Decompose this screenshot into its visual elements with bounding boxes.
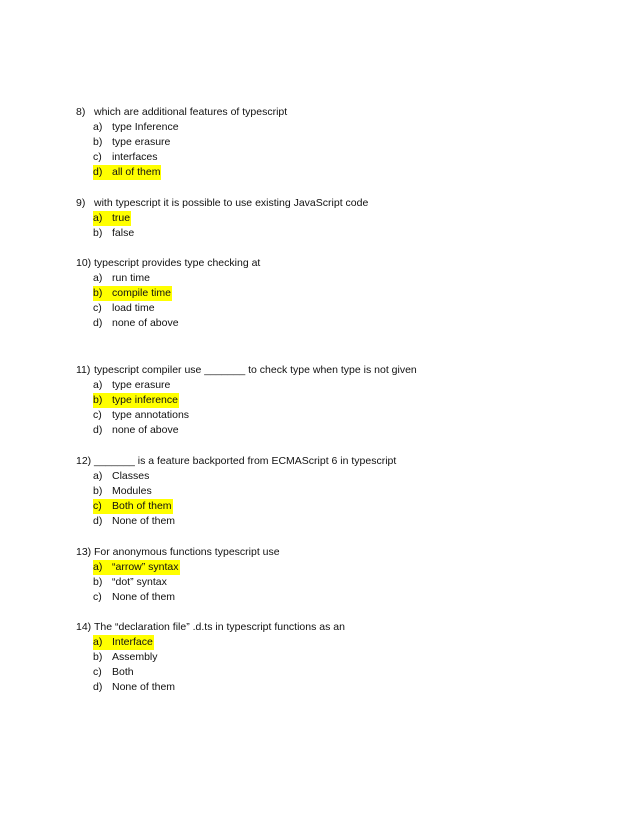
question-14 xyxy=(76,620,596,695)
option-letter: b) xyxy=(93,287,103,299)
option-text: none of above xyxy=(112,424,179,436)
answer-option-a xyxy=(76,560,596,575)
answer-option-a xyxy=(76,271,596,286)
option-text: “arrow” syntax xyxy=(112,561,179,573)
question-10 xyxy=(76,256,596,331)
option-letter: b) xyxy=(93,227,103,239)
question-line xyxy=(76,545,596,560)
question-11 xyxy=(76,363,596,438)
option-text: Interface xyxy=(112,636,153,648)
option-text: type annotations xyxy=(112,409,190,421)
option-text: run time xyxy=(112,272,150,284)
answer-option-b xyxy=(76,484,596,499)
question-line xyxy=(76,454,596,469)
question-text: The “declaration file” .d.ts in typescript functions as an xyxy=(94,621,345,633)
answer-option-c xyxy=(76,150,596,165)
question-number: 8) xyxy=(76,106,86,118)
answer-option-b xyxy=(76,650,596,665)
option-text: Both of them xyxy=(112,500,172,512)
option-text: type Inference xyxy=(112,121,179,133)
option-text: load time xyxy=(112,302,155,314)
question-12 xyxy=(76,454,596,529)
option-text: None of them xyxy=(112,515,176,527)
option-text: none of above xyxy=(112,317,179,329)
option-letter: c) xyxy=(93,500,102,512)
option-letter: c) xyxy=(93,591,102,603)
question-number: 9) xyxy=(76,197,86,209)
answer-option-a xyxy=(76,378,596,393)
option-letter: a) xyxy=(93,121,103,133)
option-letter: d) xyxy=(93,424,103,436)
answer-option-d xyxy=(76,165,596,180)
answer-option-a xyxy=(76,120,596,135)
question-line xyxy=(76,620,596,635)
option-letter: c) xyxy=(93,151,102,163)
question-line xyxy=(76,256,596,271)
option-letter: c) xyxy=(93,666,102,678)
option-text: false xyxy=(112,227,135,239)
question-number: 14) xyxy=(76,621,92,633)
option-text: compile time xyxy=(112,287,171,299)
option-letter: c) xyxy=(93,302,102,314)
option-letter: b) xyxy=(93,394,103,406)
option-text: type erasure xyxy=(112,379,171,391)
option-text: type inference xyxy=(112,394,178,406)
answer-option-b xyxy=(76,135,596,150)
option-text: None of them xyxy=(112,681,176,693)
answer-option-c xyxy=(76,665,596,680)
question-number: 10) xyxy=(76,257,92,269)
answer-option-d xyxy=(76,680,596,695)
question-line xyxy=(76,196,596,211)
question-text: typescript compiler use _______ to check type when type is not given xyxy=(94,364,417,376)
question-text: _______ is a feature backported from ECMAScript 6 in typescript xyxy=(94,455,397,467)
option-text: Classes xyxy=(112,470,150,482)
answer-option-b xyxy=(76,226,596,241)
question-number: 12) xyxy=(76,455,92,467)
option-letter: b) xyxy=(93,576,103,588)
option-text: “dot” syntax xyxy=(112,576,167,588)
option-letter: a) xyxy=(93,561,103,573)
option-text: Assembly xyxy=(112,651,158,663)
answer-option-d xyxy=(76,423,596,438)
answer-option-d xyxy=(76,514,596,529)
question-text: For anonymous functions typescript use xyxy=(94,546,280,558)
option-letter: b) xyxy=(93,485,103,497)
question-line xyxy=(76,105,596,120)
option-letter: a) xyxy=(93,272,103,284)
answer-option-a xyxy=(76,211,596,226)
question-text: which are additional features of typescript xyxy=(94,106,288,118)
option-letter: a) xyxy=(93,636,103,648)
option-text: Both xyxy=(112,666,134,678)
option-letter: d) xyxy=(93,166,103,178)
option-letter: d) xyxy=(93,515,103,527)
option-letter: b) xyxy=(93,136,103,148)
option-letter: a) xyxy=(93,379,103,391)
option-text: Modules xyxy=(112,485,152,497)
option-letter: d) xyxy=(93,681,103,693)
answer-option-b xyxy=(76,286,596,301)
option-text: all of them xyxy=(112,166,161,178)
answer-option-c xyxy=(76,590,596,605)
option-text: true xyxy=(112,212,131,224)
question-line xyxy=(76,363,596,378)
question-number: 11) xyxy=(76,364,91,376)
answer-option-c xyxy=(76,301,596,316)
question-9 xyxy=(76,196,596,241)
answer-option-c xyxy=(76,499,596,514)
option-letter: b) xyxy=(93,651,103,663)
answer-option-b xyxy=(76,575,596,590)
answer-option-d xyxy=(76,316,596,331)
question-8 xyxy=(76,105,596,180)
option-letter: c) xyxy=(93,409,102,421)
option-letter: d) xyxy=(93,317,103,329)
option-text: None of them xyxy=(112,591,176,603)
question-number: 13) xyxy=(76,546,92,558)
option-text: type erasure xyxy=(112,136,171,148)
answer-option-b xyxy=(76,393,596,408)
answer-option-c xyxy=(76,408,596,423)
option-letter: a) xyxy=(93,470,103,482)
answer-option-a xyxy=(76,635,596,650)
option-text: interfaces xyxy=(112,151,158,163)
answer-option-a xyxy=(76,469,596,484)
question-text: with typescript it is possible to use existing JavaScript code xyxy=(94,197,369,209)
question-13 xyxy=(76,545,596,605)
question-text: typescript provides type checking at xyxy=(94,257,261,269)
option-letter: a) xyxy=(93,212,103,224)
